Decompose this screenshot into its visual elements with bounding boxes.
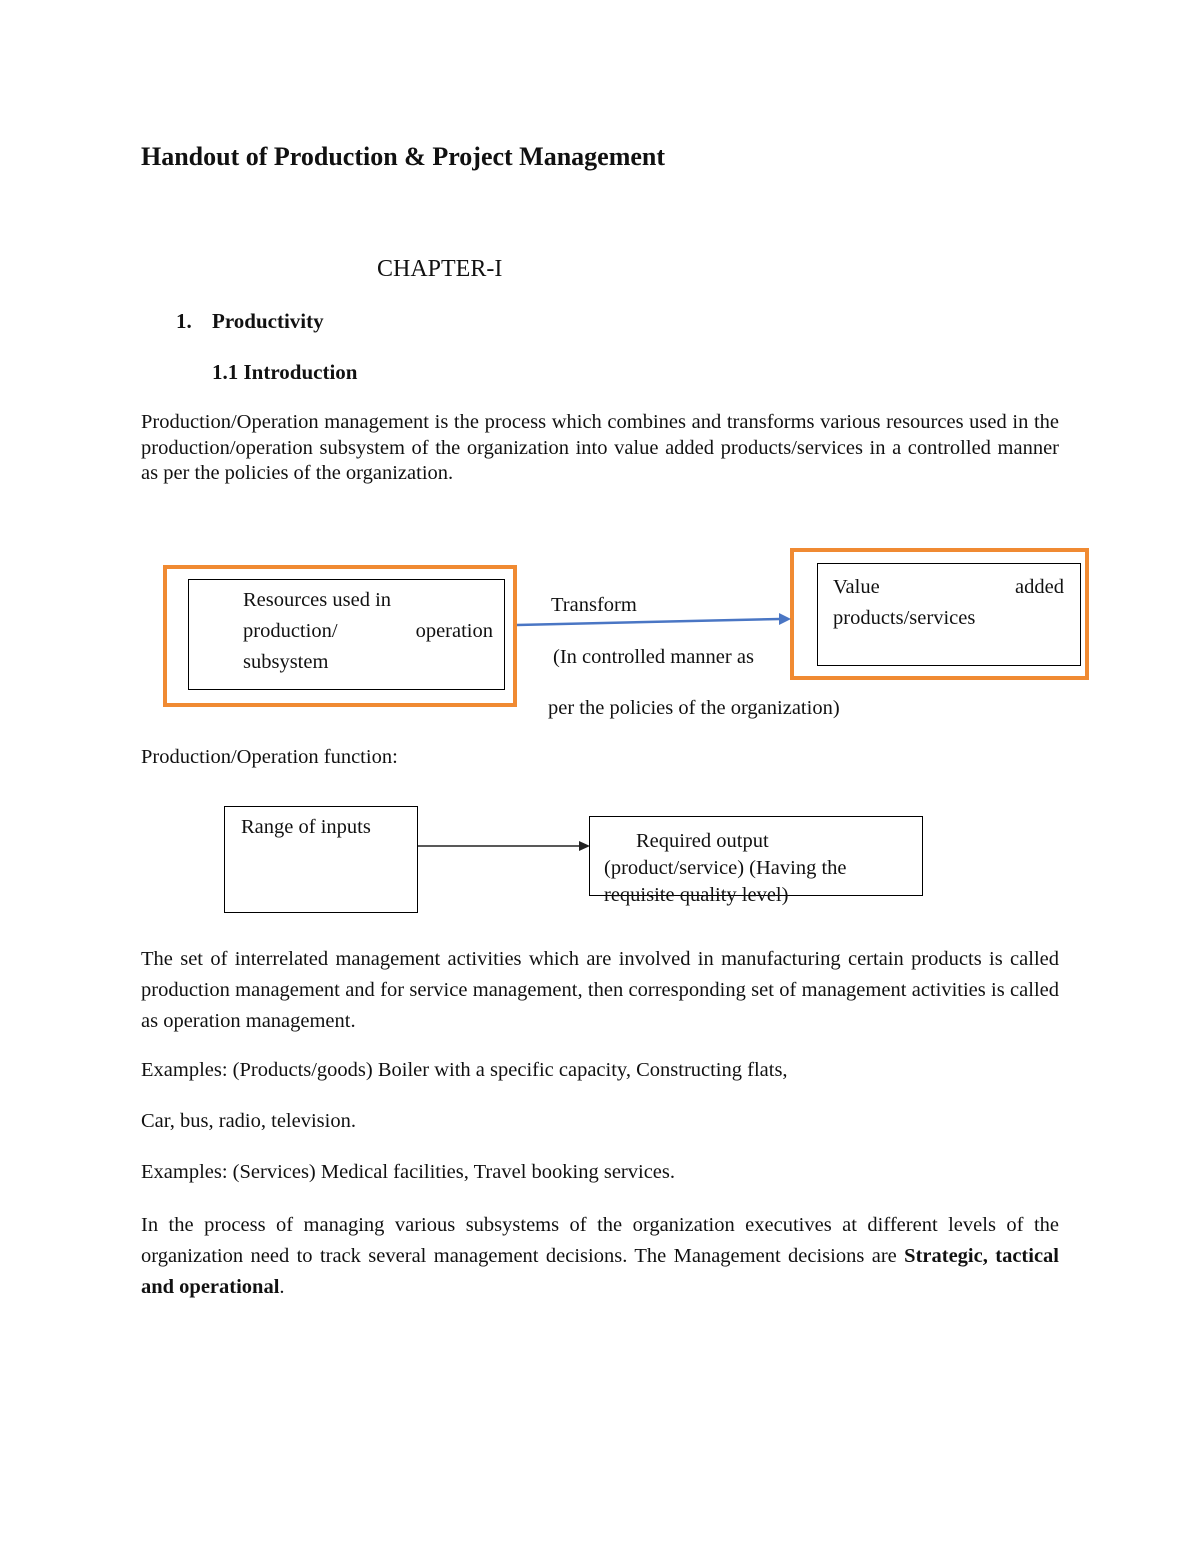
decisions-end: . (279, 1276, 285, 1298)
value-line-1b: added (1015, 576, 1064, 598)
transform-arrow (517, 613, 791, 625)
resources-line-2a: production/ (243, 620, 338, 642)
output-line-1: Required output (636, 830, 769, 852)
transform-caption-1: (In controlled manner as (553, 646, 754, 668)
definition-paragraph: The set of interrelated management activities which are involved in manufacturing certain products is called production management and for service management, then corresponding set of management activities is called as operation management. (141, 948, 1059, 1032)
output-line-3: requisite quality level) (604, 884, 789, 906)
function-label: Production/Operation function: (141, 746, 398, 768)
resources-line-1: Resources used in (243, 589, 392, 611)
decisions-text: In the process of managing various subsystems of the organization executives at different levels of the organization need to track several management decisions. The Management decisions are (141, 1214, 1059, 1267)
intro-paragraph: Production/Operation management is the process which combines and transforms various resources used in the production/operation subsystem of the organization into value added products/services in a controlled manner as per the policies of the organization. (141, 411, 1059, 484)
value-line-1a: Value (833, 576, 880, 598)
examples-products-cont: Car, bus, radio, television. (141, 1110, 356, 1132)
value-line-2: products/services (833, 607, 976, 629)
examples-services: Examples: (Services) Medical facilities, Travel booking services. (141, 1161, 676, 1183)
examples-products: Examples: (Products/goods) Boiler with a specific capacity, Constructing flats, (141, 1059, 788, 1081)
transform-caption-2: per the policies of the organization) (548, 697, 840, 719)
function-arrow (417, 841, 590, 851)
output-text (604, 828, 847, 909)
resources-line-3: subsystem (243, 651, 329, 673)
chapter-heading: CHAPTER-I (377, 256, 503, 282)
subsection-heading: 1.1 Introduction (212, 360, 358, 384)
document-title: Handout of Production & Project Management (141, 142, 666, 171)
output-line-2: (product/service) (Having the (604, 857, 847, 879)
section-number: 1. (176, 309, 192, 333)
decisions-types: Strategic, tactical and operational (141, 1245, 1059, 1298)
decisions-paragraph (141, 1210, 1059, 1303)
resources-line-2b: operation (415, 620, 493, 642)
inputs-label: Range of inputs (241, 816, 371, 838)
inputs-box (224, 806, 418, 913)
section-title: Productivity (212, 309, 324, 333)
transform-label: Transform (551, 594, 637, 616)
